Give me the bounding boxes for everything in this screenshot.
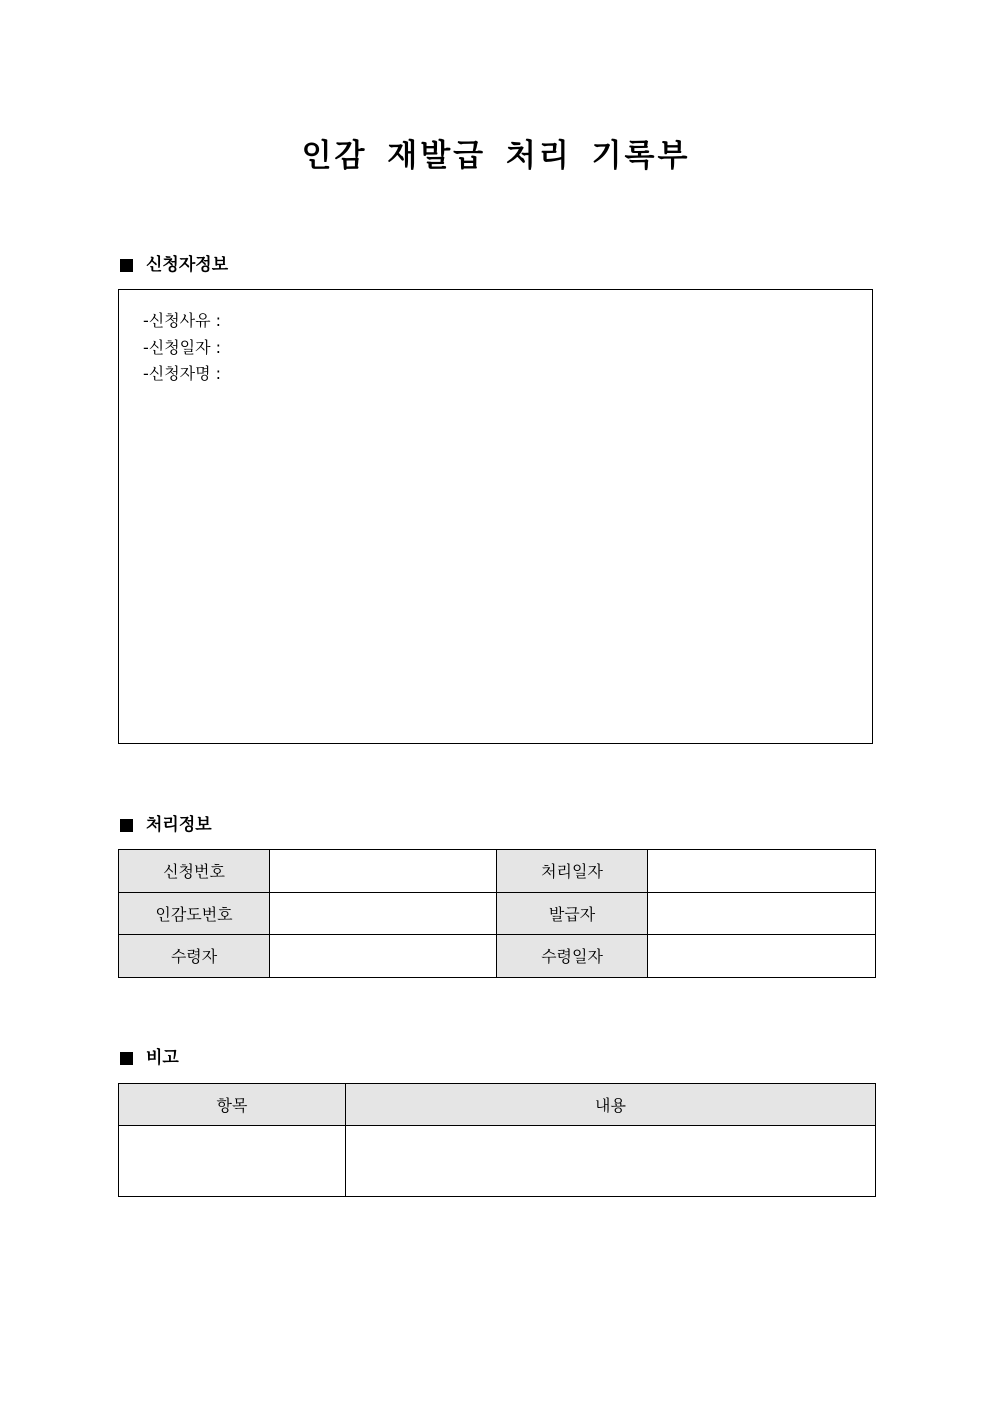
- remarks-table: [118, 1083, 876, 1197]
- square-bullet-icon: [120, 259, 133, 272]
- section-heading-label: 비고: [146, 1048, 179, 1068]
- section-heading-label: 신청자정보: [146, 255, 229, 275]
- applicant-name-line: -신청자명 :: [143, 364, 222, 383]
- label-recipient: 수령자: [119, 935, 270, 978]
- table-header-row: [119, 1084, 876, 1126]
- section-heading-applicant: [118, 253, 228, 277]
- section-heading-remarks: [118, 1046, 179, 1070]
- processing-date-field[interactable]: [648, 850, 876, 893]
- label-processing-date: 처리일자: [497, 850, 648, 893]
- column-header-item: 항목: [119, 1084, 346, 1126]
- processing-info-table: [118, 849, 876, 978]
- applicant-reason-line: -신청사유 :: [143, 311, 222, 330]
- page-title: 인감 재발급 처리 기록부: [301, 138, 691, 174]
- label-seal-number: 인감도번호: [119, 892, 270, 935]
- remark-item-field[interactable]: [119, 1126, 346, 1197]
- table-row: [119, 850, 876, 893]
- remark-content-field[interactable]: [346, 1126, 876, 1197]
- table-row: [119, 892, 876, 935]
- label-application-number: 신청번호: [119, 850, 270, 893]
- square-bullet-icon: [120, 1052, 133, 1065]
- seal-number-field[interactable]: [270, 892, 497, 935]
- recipient-field[interactable]: [270, 935, 497, 978]
- table-row: [119, 1126, 876, 1197]
- applicant-info-box[interactable]: [118, 289, 873, 744]
- section-heading-label: 처리정보: [146, 815, 212, 835]
- receipt-date-field[interactable]: [648, 935, 876, 978]
- table-row: [119, 935, 876, 978]
- applicant-date-line: -신청일자 :: [143, 337, 222, 357]
- label-issuer: 발급자: [497, 892, 648, 935]
- section-heading-processing: [118, 813, 212, 837]
- application-number-field[interactable]: [270, 850, 497, 893]
- column-header-content: 내용: [346, 1084, 876, 1126]
- issuer-field[interactable]: [648, 892, 876, 935]
- label-receipt-date: 수령일자: [497, 935, 648, 978]
- square-bullet-icon: [120, 819, 133, 832]
